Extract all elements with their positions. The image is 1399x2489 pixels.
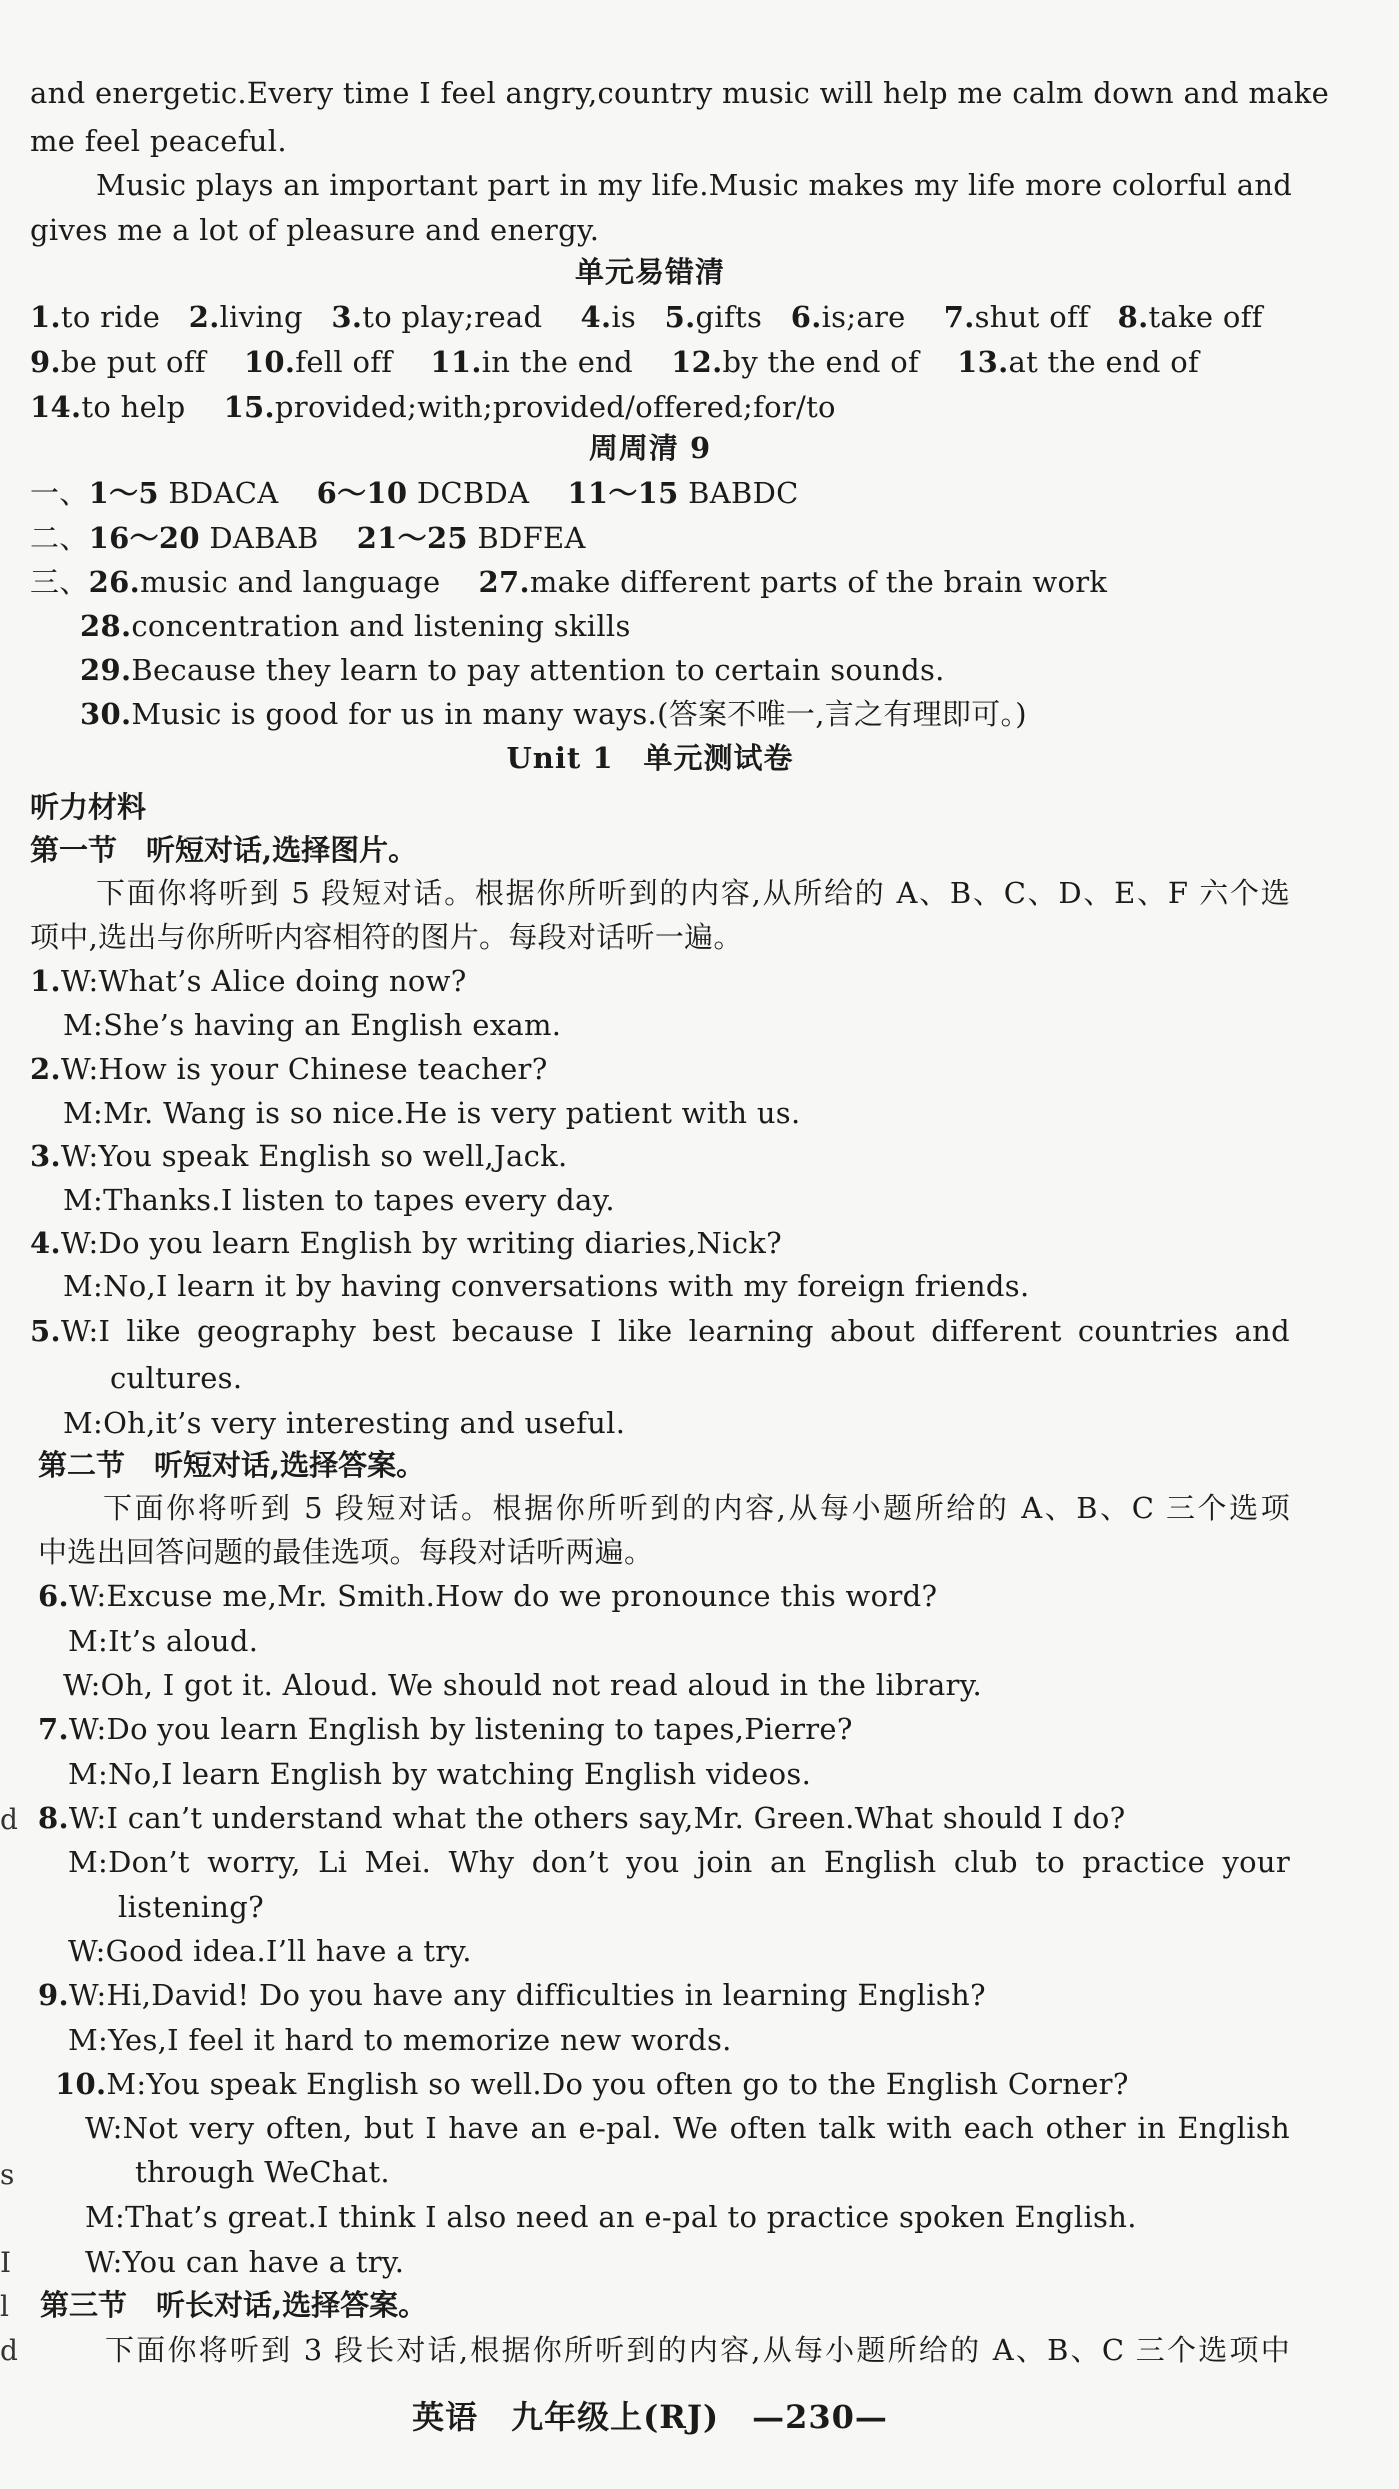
part2-title: 第二节 听短对话,选择答案。 xyxy=(38,1448,426,1482)
section-title-errors: 单元易错清 xyxy=(574,255,725,289)
listening-heading: 听力材料 xyxy=(30,790,147,824)
dialogue-6-w2: W:Oh, I got it. Aloud. We should not read aloud in the library. xyxy=(63,1668,983,1702)
intro-line-4: gives me a lot of pleasure and energy. xyxy=(30,213,600,247)
dialogue-4-w: 4.W:Do you learn English by writing diaries,Nick? xyxy=(30,1226,782,1260)
dialogue-10-w-cont: through WeChat. xyxy=(135,2155,390,2189)
dialogue-7-w: 7.W:Do you learn English by listening to tapes,Pierre? xyxy=(38,1712,853,1746)
dialogue-5-m: M:Oh,it’s very interesting and useful. xyxy=(63,1406,626,1440)
dialogue-10-w: W:Not very often, but I have an e-pal. We often talk with each other in English xyxy=(85,2111,1290,2145)
dialogue-10-m2: M:That’s great.I think I also need an e-pal to practice spoken English. xyxy=(85,2200,1137,2234)
answer-row-3: 14.to help 15.provided;with;provided/offered;for/to xyxy=(30,390,836,424)
dialogue-5-w: 5.W:I like geography best because I like learning about different countries and xyxy=(30,1314,1290,1348)
weekly-row-6: 30.Music is good for us in many ways.(答案不唯一,言之有理即可。) xyxy=(80,697,1027,731)
part1-intro-2: 项中,选出与你所听内容相符的图片。每段对话听一遍。 xyxy=(30,920,743,954)
dialogue-6-w: 6.W:Excuse me,Mr. Smith.How do we pronounce this word? xyxy=(38,1579,938,1613)
answer-row-2: 9.be put off 10.fell off 11.in the end 12.by the end of 13.at the end of xyxy=(30,345,1200,379)
dialogue-9-m: M:Yes,I feel it hard to memorize new words. xyxy=(68,2023,732,2057)
dialogue-7-m: M:No,I learn English by watching English videos. xyxy=(68,1757,812,1791)
weekly-row-1: 一、1～5 BDACA 6～10 DCBDA 11～15 BABDC xyxy=(30,476,799,510)
dialogue-8-w2: W:Good idea.I’ll have a try. xyxy=(68,1934,472,1968)
section-title-weekly: 周周清 9 xyxy=(588,431,712,465)
dialogue-9-w: 9.W:Hi,David! Do you have any difficulties in learning English? xyxy=(38,1978,986,2012)
dialogue-6-m: M:It’s aloud. xyxy=(68,1624,259,1658)
dialogue-2-w: 2.W:How is your Chinese teacher? xyxy=(30,1052,548,1086)
part1-title: 第一节 听短对话,选择图片。 xyxy=(30,833,418,867)
dialogue-3-w: 3.W:You speak English so well,Jack. xyxy=(30,1139,568,1173)
margin-mark-4: l xyxy=(0,2290,9,2323)
dialogue-8-m: M:Don’t worry, Li Mei. Why don’t you join an English club to practice your xyxy=(68,1845,1290,1879)
margin-mark-2: s xyxy=(0,2158,15,2191)
dialogue-8-w: 8.W:I can’t understand what the others say,Mr. Green.What should I do? xyxy=(38,1801,1126,1835)
margin-mark-3: I xyxy=(0,2246,12,2279)
weekly-row-2: 二、16～20 DABAB 21～25 BDFEA xyxy=(30,521,586,555)
margin-mark-5: d xyxy=(0,2334,18,2367)
weekly-row-3: 三、26.music and language 27.make different parts of the brain work xyxy=(30,565,1108,599)
dialogue-1-w: 1.W:What’s Alice doing now? xyxy=(30,964,467,998)
dialogue-4-m: M:No,I learn it by having conversations with my foreign friends. xyxy=(63,1269,1030,1303)
dialogue-8-m-cont: listening? xyxy=(118,1890,264,1924)
intro-line-1: and energetic.Every time I feel angry,country music will help me calm down and make xyxy=(30,76,1330,110)
weekly-row-5: 29.Because they learn to pay attention to certain sounds. xyxy=(80,653,945,687)
page-footer: 英语 九年级上(RJ) —230— xyxy=(412,2398,888,2436)
dialogue-10-m: 10.M:You speak English so well.Do you often go to the English Corner? xyxy=(55,2067,1129,2101)
dialogue-1-m: M:She’s having an English exam. xyxy=(63,1008,562,1042)
dialogue-10-w3: W:You can have a try. xyxy=(85,2245,405,2279)
unit-title: Unit 1 单元测试卷 xyxy=(506,741,794,775)
part2-intro-2: 中选出回答问题的最佳选项。每段对话听两遍。 xyxy=(38,1535,654,1569)
margin-mark-1: d xyxy=(0,1803,18,1836)
part3-title: 第三节 听长对话,选择答案。 xyxy=(40,2288,428,2322)
part3-intro-1: 下面你将听到 3 段长对话,根据你所听到的内容,从每小题所给的 A、B、C 三个选项中 xyxy=(105,2333,1290,2367)
intro-line-3: Music plays an important part in my life.Music makes my life more colorful and xyxy=(96,168,1293,202)
intro-line-2: me feel peaceful. xyxy=(30,124,287,158)
dialogue-5-w-cont: cultures. xyxy=(110,1361,243,1395)
dialogue-2-m: M:Mr. Wang is so nice.He is very patient with us. xyxy=(63,1096,801,1130)
part1-intro-1: 下面你将听到 5 段短对话。根据你所听到的内容,从所给的 A、B、C、D、E、F 六个选 xyxy=(96,876,1290,910)
answer-row-1: 1.to ride 2.living 3.to play;read 4.is 5.gifts 6.is;are 7.shut off 8.take off xyxy=(30,300,1263,334)
part2-intro-1: 下面你将听到 5 段短对话。根据你所听到的内容,从每小题所给的 A、B、C 三个选项 xyxy=(103,1491,1290,1525)
weekly-row-4: 28.concentration and listening skills xyxy=(80,609,631,643)
dialogue-3-m: M:Thanks.I listen to tapes every day. xyxy=(63,1183,615,1217)
